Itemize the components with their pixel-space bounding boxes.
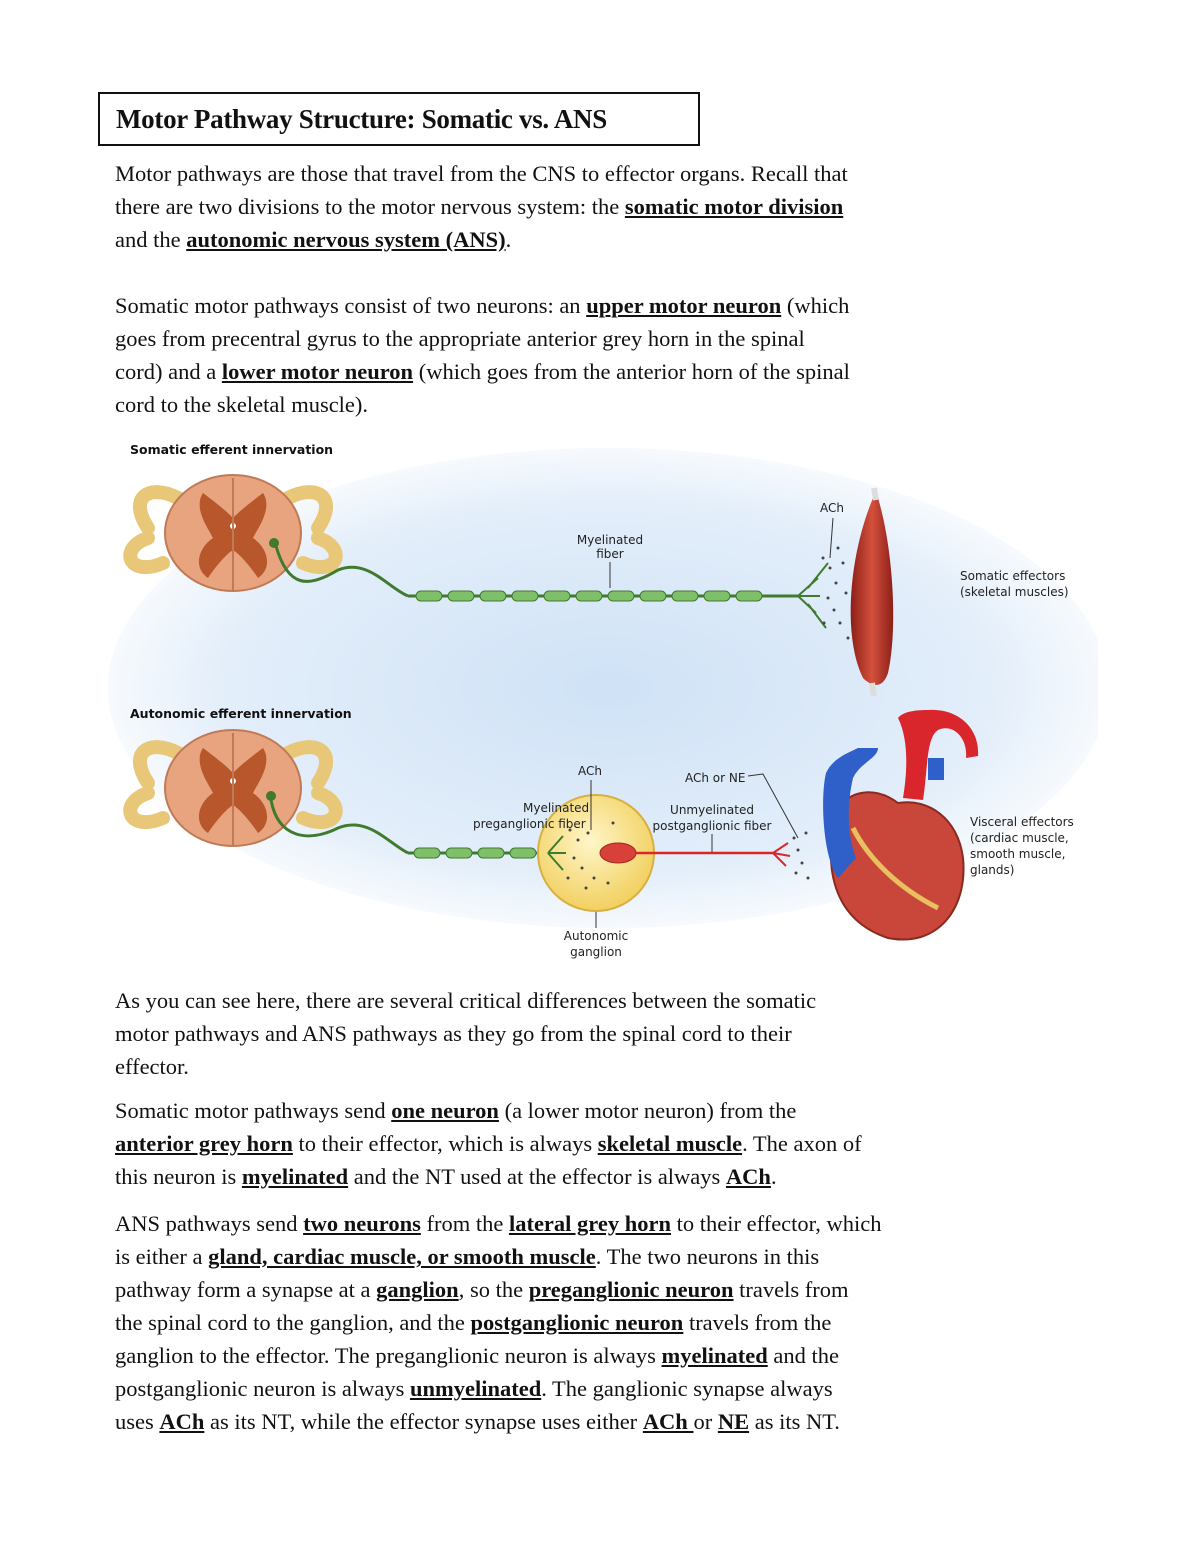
term-unmyelinated: unmyelinated [409,1376,542,1401]
text: . [505,227,512,252]
line [115,1017,1090,1050]
term-preganglionic-neuron: preganglionic neuron [528,1277,734,1302]
text: travels from the [683,1310,832,1335]
term-somatic-motor-division: somatic motor division [624,194,844,219]
intro-paragraph [115,157,1090,256]
text: Somatic motor pathways send [115,1098,392,1123]
autonomic-heading: Autonomic efferent innervation [130,706,352,721]
somatic-effectors-label-1: Somatic effectors [960,569,1066,583]
somatic-effectors-label-2: (skeletal muscles) [960,585,1069,599]
line [115,1094,1090,1127]
text: is either a [115,1244,209,1269]
post-fiber-label-2: postganglionic fiber [652,819,772,833]
text: there are two divisions to the motor nervous system: the [115,194,625,219]
page-title: Motor Pathway Structure: Somatic vs. ANS [116,104,607,134]
term-myelinated: myelinated [241,1164,349,1189]
term-visceral-effectors: gland, cardiac muscle, or smooth muscle [208,1244,596,1269]
term-postganglionic-neuron: postganglionic neuron [470,1310,684,1335]
text: and the [767,1343,839,1368]
somatic-paragraph [115,289,1090,421]
term-upper-motor-neuron: upper motor neuron [586,293,782,318]
term-ganglion: ganglion [376,1277,459,1302]
title-box [98,92,700,146]
text: this neuron is [115,1164,242,1189]
visceral-effectors-label-1: Visceral effectors [970,815,1074,829]
somatic-summary-paragraph [115,1094,1090,1193]
visceral-effectors-label-2: (cardiac muscle, [970,831,1069,845]
text: or [693,1409,718,1434]
text: to their effector, which is always [292,1131,598,1156]
text: ANS pathways send [115,1211,304,1236]
text: motor pathways and ANS pathways as they go from the spinal cord to their [115,1021,792,1046]
somatic-nt-label: ACh [820,501,844,515]
line [115,1273,1090,1306]
term-ach: ACh [725,1164,771,1189]
line [115,355,1090,388]
post-fiber-label-1: Unmyelinated [670,803,754,817]
somatic-fiber-label-2: fiber [596,547,624,561]
term-ans: autonomic nervous system (ANS) [186,227,506,252]
text: as its NT. [749,1409,840,1434]
line [115,388,1090,421]
text: and the [115,227,187,252]
pre-fiber-label-2: preganglionic fiber [473,817,586,831]
term-ach: ACh [159,1409,205,1434]
term-myelinated: myelinated [661,1343,768,1368]
text: Somatic motor pathways consist of two neurons: an [115,293,587,318]
text: Motor pathways are those that travel from the CNS to effector organs. Recall that [115,161,848,186]
line [115,223,1090,256]
myelin-sheaths [416,591,762,601]
term-ach: ACh [642,1409,694,1434]
term-lower-motor-neuron: lower motor neuron [221,359,414,384]
visceral-effectors-label-3: smooth muscle, [970,847,1066,861]
line [115,190,1090,223]
line [115,1339,1090,1372]
line [115,1306,1090,1339]
visceral-effectors-label-4: glands) [970,863,1015,877]
postganglionic-cell-body [600,843,636,863]
line [115,1405,1090,1438]
ganglion-label-1: Autonomic [563,929,629,943]
pre-fiber-label-1: Myelinated [523,801,590,815]
text: ganglion to the effector. The preganglionic neuron is always [115,1343,662,1368]
text: (which [781,293,850,318]
line [115,984,1090,1017]
text: uses [115,1409,160,1434]
differences-paragraph [115,984,1090,1083]
line [115,1127,1090,1160]
line [115,1240,1090,1273]
text: (which goes from the anterior horn of the spinal [413,359,850,384]
text: pathway form a synapse at a [115,1277,377,1302]
text: effector. [115,1054,189,1079]
efferent-innervation-figure [108,438,1098,968]
text: goes from precentral gyrus to the appropriate anterior grey horn in the spinal [115,326,805,351]
line [115,1207,1090,1240]
ganglion-label-2: ganglion [570,945,622,959]
text: the spinal cord to the ganglion, and the [115,1310,471,1335]
text: , so the [458,1277,529,1302]
ans-summary-paragraph [115,1207,1090,1438]
line [115,322,1090,355]
text: to their effector, which [671,1211,882,1236]
text: cord) and a [115,359,222,384]
text: postganglionic neuron is always [115,1376,410,1401]
somatic-fiber-label-1: Myelinated [576,533,644,547]
text: . The ganglionic synapse always [541,1376,833,1401]
text: from the [420,1211,509,1236]
text: cord to the skeletal muscle). [115,392,369,417]
text: . [770,1164,777,1189]
text: . The axon of [742,1131,862,1156]
text: (a lower motor neuron) from the [498,1098,797,1123]
term-anterior-grey-horn: anterior grey horn [115,1131,293,1156]
line [115,1372,1090,1405]
text: . The two neurons in this [595,1244,820,1269]
line [115,157,1090,190]
term-one-neuron: one neuron [391,1098,499,1123]
text: and the NT used at the effector is always [348,1164,726,1189]
line [115,1050,1090,1083]
term-skeletal-muscle: skeletal muscle [597,1131,743,1156]
term-two-neurons: two neurons [303,1211,421,1236]
somatic-heading: Somatic efferent innervation [130,442,334,457]
term-lateral-grey-horn: lateral grey horn [508,1211,672,1236]
line [115,1160,1090,1193]
text: travels from [733,1277,849,1302]
term-ne: NE [717,1409,750,1434]
line [115,289,1090,322]
text: As you can see here, there are several critical differences between the somatic [115,988,817,1013]
ganglion-nt-label: ACh [578,764,602,778]
text: as its NT, while the effector synapse uses either [204,1409,643,1434]
effector-nt-label: ACh or NE [685,771,746,785]
